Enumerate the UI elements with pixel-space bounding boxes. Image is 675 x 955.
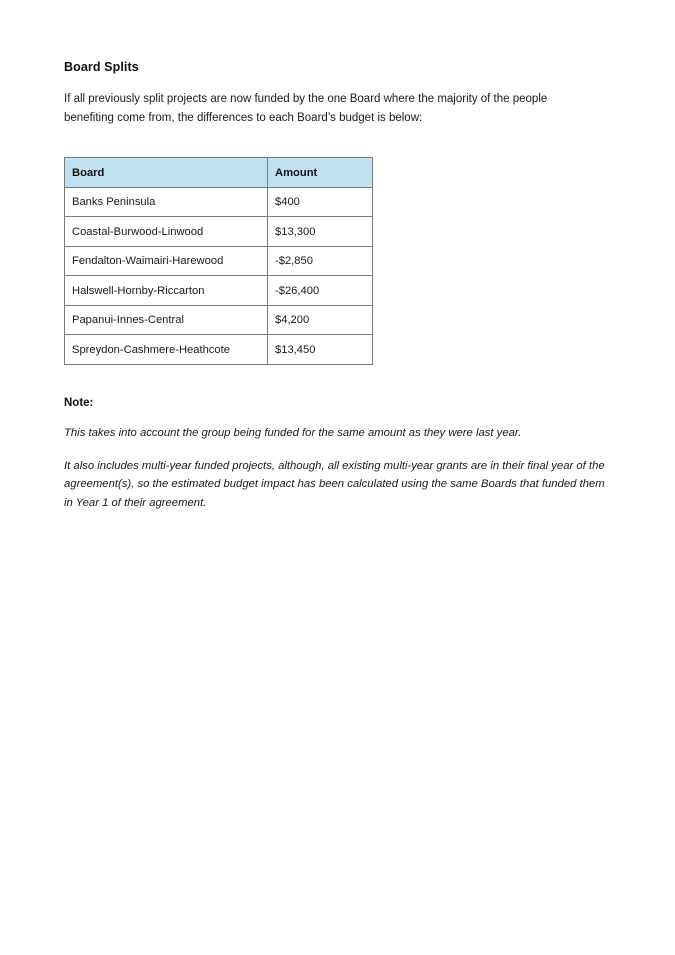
cell-board: Halswell-Hornby-Riccarton — [65, 276, 268, 306]
table-row — [65, 217, 373, 247]
cell-board: Banks Peninsula — [65, 187, 268, 217]
column-header-amount: Amount — [268, 158, 373, 188]
cell-amount: -$26,400 — [268, 276, 373, 306]
board-splits-table — [64, 157, 373, 365]
table-header-row — [65, 158, 373, 188]
cell-amount: $13,450 — [268, 335, 373, 365]
cell-amount: -$2,850 — [268, 246, 373, 276]
cell-board: Papanui-Innes-Central — [65, 305, 268, 335]
cell-board: Coastal-Burwood-Linwood — [65, 217, 268, 247]
table-row — [65, 276, 373, 306]
cell-amount: $13,300 — [268, 217, 373, 247]
cell-amount: $4,200 — [268, 305, 373, 335]
note-label: Note: — [64, 396, 94, 409]
note-paragraph-1: This takes into account the group being funded for the same amount as they were last year. — [64, 426, 522, 439]
table-row — [65, 187, 373, 217]
note-paragraph-2: It also includes multi-year funded projects, although, all existing multi-year grants are in their final year of the agreement(s), so the estimated budget impact has been calculated using the same Boards that funded them in Year 1 of their agreement. — [64, 460, 605, 509]
cell-board: Fendalton-Waimairi-Harewood — [65, 246, 268, 276]
table-row — [65, 335, 373, 365]
table-row — [65, 305, 373, 335]
column-header-board: Board — [65, 158, 268, 188]
table-row — [65, 246, 373, 276]
cell-amount: $400 — [268, 187, 373, 217]
page-title: Board Splits — [64, 60, 139, 74]
intro-paragraph: If all previously split projects are now funded by the one Board where the majority of the people benefiting come from, the differences to each Board’s budget is below: — [64, 93, 548, 124]
cell-board: Spreydon-Cashmere-Heathcote — [65, 335, 268, 365]
table-body — [65, 187, 373, 364]
